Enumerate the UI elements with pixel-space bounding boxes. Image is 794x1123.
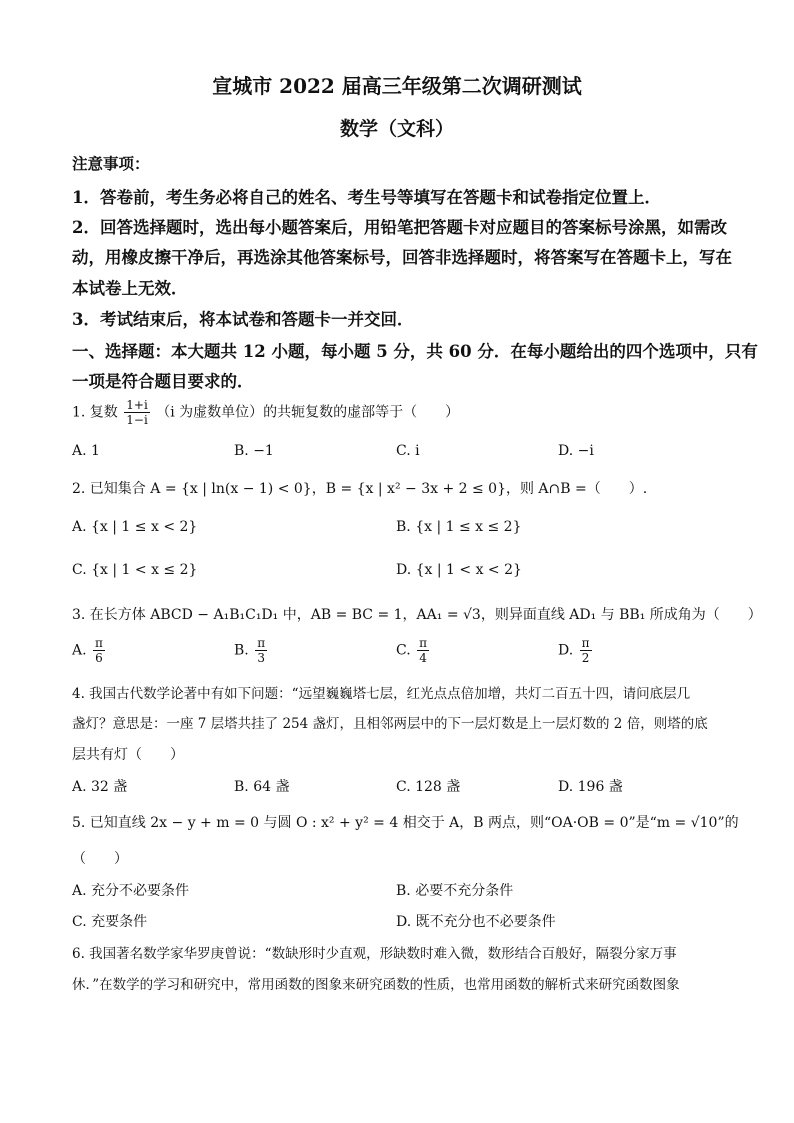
q3-option-b-label: B. <box>234 642 249 659</box>
question-6-line-2: 休．”在数学的学习和研究中，常用函数的图象来研究函数的性质，也常用函数的解析式来研究函数图象 <box>72 977 680 993</box>
q1-option-a: A. 1 <box>72 443 100 459</box>
question-5-line-1: 5. 已知直线 2x − y + m = 0 与圆 O : x² + y² = 4 相交于 A，B 两点，则“OA·OB = 0”是“m = √10”的 <box>72 815 739 831</box>
q5-option-d: D. 既不充分也不必要条件 <box>396 914 556 930</box>
fraction-numerator: π <box>419 636 428 650</box>
notice-item-1: 1．答卷前，考生务必将自己的姓名、考生号等填写在答题卡和试卷指定位置上． <box>72 188 661 207</box>
notice-heading: 注意事项： <box>72 154 150 173</box>
exam-subtitle: 数学（文科） <box>339 118 454 140</box>
question-5-line-2: （ ） <box>72 851 128 867</box>
question-4-line-1: 4. 我国古代数学论著中有如下问题：“远望巍巍塔七层，红光点点倍加增，共灯二百五十四，请问底层几 <box>72 686 691 702</box>
q4-option-b: B. 64 盏 <box>234 779 290 795</box>
q3-option-d <box>558 636 594 665</box>
fraction-denominator: 6 <box>95 651 103 665</box>
q2-option-d: D. {x | 1 < x < 2} <box>396 562 522 578</box>
question-1-prefix: 1. 复数 <box>72 404 118 421</box>
q3-option-c <box>396 636 431 665</box>
q4-option-c: C. 128 盏 <box>396 779 461 795</box>
fraction-denominator: 4 <box>419 651 427 665</box>
q3-option-d-label: D. <box>558 642 574 659</box>
notice-item-2-line-2: 动，用橡皮擦干净后，再选涂其他答案标号，回答非选择题时，将答案写在答题卡上，写在 <box>72 248 732 267</box>
q3-option-c-label: C. <box>396 642 411 659</box>
exam-title: 宣城市 2022 届高三年级第二次调研测试 <box>212 74 582 98</box>
question-6-line-1: 6. 我国著名数学家华罗庚曾说：“数缺形时少直观，形缺数时难入微，数形结合百般好，隔裂分家万事 <box>72 946 677 962</box>
q1-option-c: C. i <box>396 443 420 459</box>
fraction-numerator: π <box>581 636 590 650</box>
q3-option-d-fraction <box>580 636 592 665</box>
q5-option-b: B. 必要不充分条件 <box>396 883 514 899</box>
question-1 <box>72 398 459 427</box>
q3-option-a-fraction <box>93 636 105 665</box>
q3-option-a-label: A. <box>72 642 87 659</box>
fraction-denominator: 3 <box>257 651 265 665</box>
q5-option-c: C. 充要条件 <box>72 914 148 930</box>
q2-option-a: A. {x | 1 ≤ x < 2} <box>72 519 198 535</box>
notice-item-2-line-3: 本试卷上无效． <box>72 279 188 298</box>
fraction-numerator: 1+i <box>126 398 148 412</box>
question-4-line-2: 盏灯？意思是：一座 7 层塔共挂了 254 盏灯，且相邻两层中的下一层灯数是上一层灯数的 2 倍，则塔的底 <box>72 716 708 732</box>
notice-item-2-line-1: 2．回答选择题时，选出每小题答案后，用铅笔把答题卡对应题目的答案标号涂黑，如需改 <box>72 218 727 237</box>
section-heading-line-1: 一、选择题：本大题共 12 小题，每小题 5 分，共 60 分．在每小题给出的四个选项中，只有 <box>72 342 758 361</box>
question-1-fraction <box>124 398 150 427</box>
q4-option-d: D. 196 盏 <box>558 779 623 795</box>
q3-option-b-fraction <box>255 636 267 665</box>
q5-option-a: A. 充分不必要条件 <box>72 883 190 899</box>
question-4-line-3: 层共有灯（ ） <box>72 747 184 763</box>
q3-option-b <box>234 636 269 665</box>
fraction-numerator: π <box>95 636 103 650</box>
q2-option-b: B. {x | 1 ≤ x ≤ 2} <box>396 519 522 535</box>
q3-option-a <box>72 636 107 665</box>
question-3: 3. 在长方体 ABCD − A₁B₁C₁D₁ 中，AB = BC = 1，AA₁ = √3，则异面直线 AD₁ 与 BB₁ 所成角为（ ） <box>72 607 762 623</box>
q3-option-c-fraction <box>417 636 429 665</box>
q1-option-d: D. −i <box>558 443 594 459</box>
question-2: 2. 已知集合 A = {x | ln(x − 1) < 0}，B = {x | x² − 3x + 2 ≤ 0}，则 A∩B =（ ）. <box>72 481 648 497</box>
q2-option-c: C. {x | 1 < x ≤ 2} <box>72 562 198 578</box>
fraction-numerator: π <box>257 636 266 650</box>
q4-option-a: A. 32 盏 <box>72 779 128 795</box>
fraction-denominator: 2 <box>581 651 590 665</box>
notice-item-3: 3．考试结束后，将本试卷和答题卡一并交回． <box>72 310 414 329</box>
section-heading-line-2: 一项是符合题目要求的． <box>72 372 254 391</box>
question-1-suffix: （i 为虚数单位）的共轭复数的虚部等于（ ） <box>156 404 460 421</box>
q1-option-b: B. −1 <box>234 443 274 459</box>
fraction-denominator: 1−i <box>126 413 148 427</box>
